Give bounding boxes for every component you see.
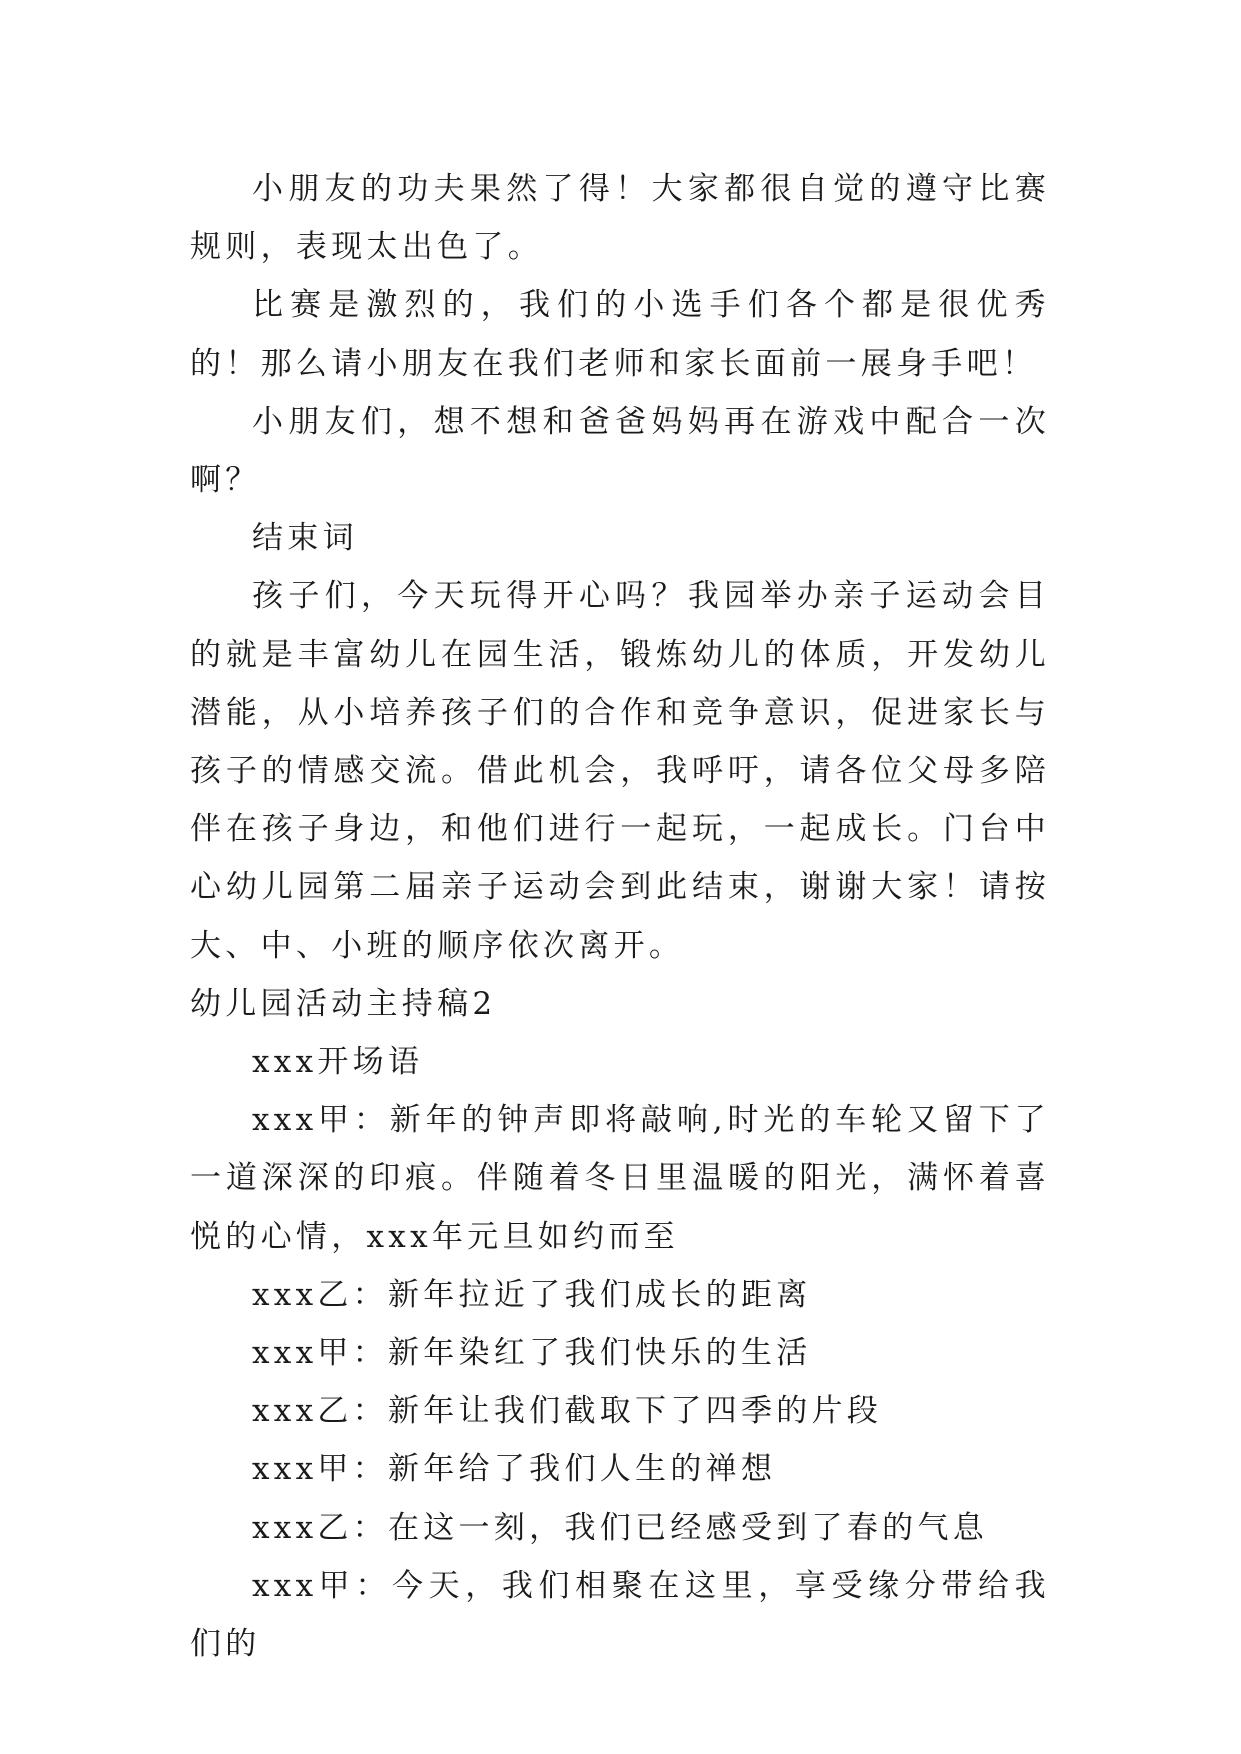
paragraph: xxx乙：在这一刻，我们已经感受到了春的气息 [252, 1509, 989, 1546]
paragraph: xxx甲：新年染红了我们快乐的生活 [252, 1335, 812, 1372]
paragraph: xxx甲：今天，我们相聚在这里，享受缘分带给我们的 [190, 1567, 1050, 1663]
paragraph: xxx乙：新年让我们截取下了四季的片段 [252, 1393, 883, 1430]
closing-heading: 结束词 [252, 520, 358, 557]
paragraph: 小朋友们，想不想和爸爸妈妈再在游戏中配合一次啊？ [190, 403, 1050, 499]
paragraph: xxx甲：新年给了我们人生的禅想 [252, 1451, 777, 1488]
paragraph: 孩子们，今天玩得开心吗？我园举办亲子运动会目的就是丰富幼儿在园生活，锻炼幼儿的体质，开发幼儿潜能，从小培养孩子们的合作和竞争意识，促进家长与孩子的情感交流。借此机会，我呼吁，请各位父母多陪伴在孩子身边，和他们进行一起玩，一起成长。门台中心幼儿园第二届亲子运动会到此结束，谢谢大家！请按大、中、小班的顺序依次离开。 [190, 578, 1050, 964]
document-body [190, 160, 1050, 1673]
paragraph: 比赛是激烈的，我们的小选手们各个都是很优秀的！那么请小朋友在我们老师和家长面前一展身手吧！ [190, 287, 1050, 382]
paragraph: xxx甲：新年的钟声即将敲响,时光的车轮又留下了一道深深的印痕。伴随着冬日里温暖的阳光，满怀着喜悦的心情，xxx年元旦如约而至 [190, 1102, 1050, 1255]
paragraph: 小朋友的功夫果然了得！大家都很自觉的遵守比赛规则，表现太出色了。 [190, 171, 1050, 266]
paragraph: xxx开场语 [252, 1044, 424, 1081]
paragraph: xxx乙：新年拉近了我们成长的距离 [252, 1276, 812, 1313]
section-title: 幼儿园活动主持稿2 [190, 985, 497, 1022]
